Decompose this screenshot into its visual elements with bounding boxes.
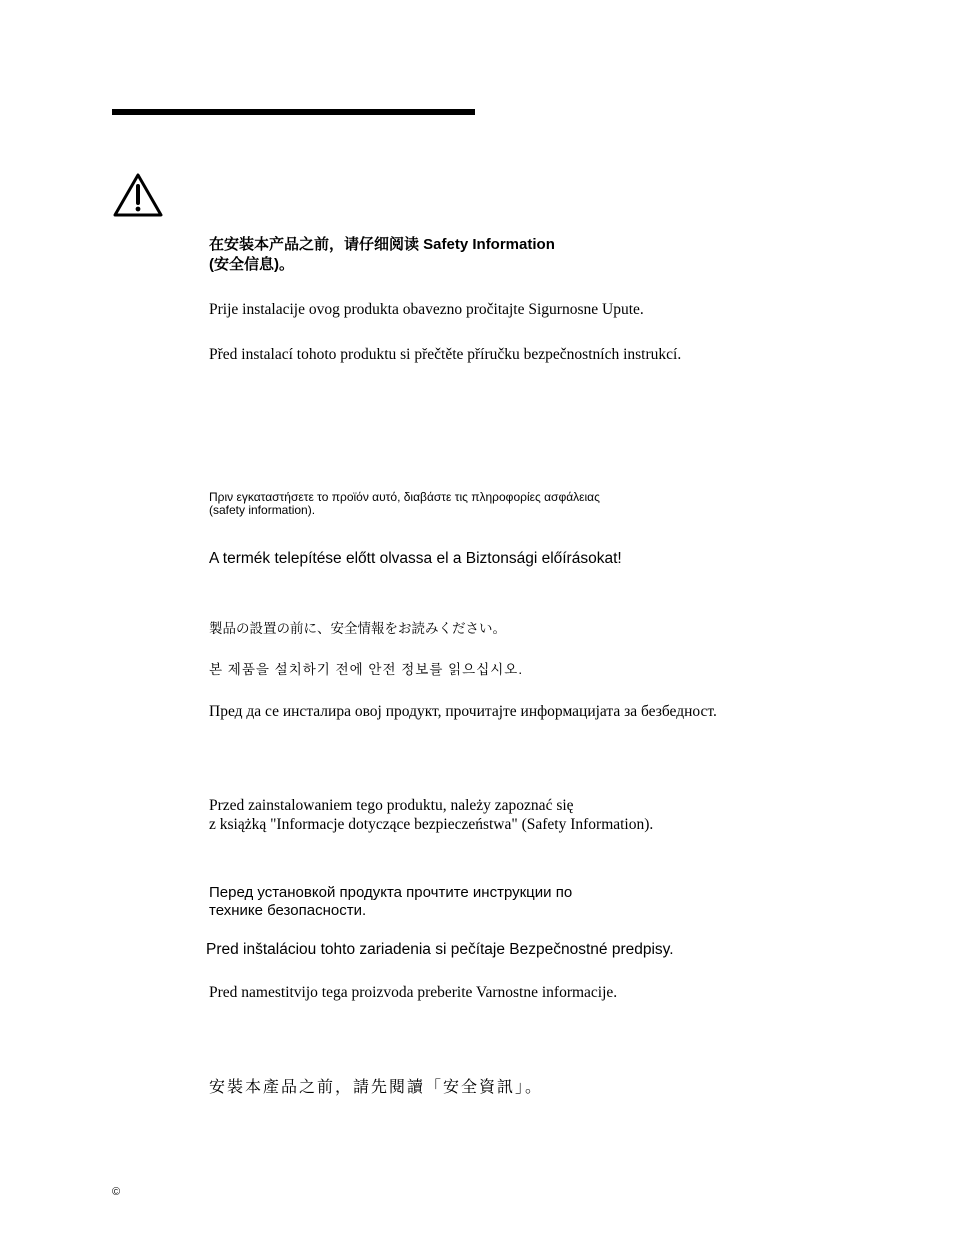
safety-macedonian: Пред да се инсталира овој продукт, прочитајте информацијата за безбедност. — [209, 703, 717, 720]
safety-chinese-simplified-line2: (安全信息)。 — [209, 256, 294, 273]
safety-japanese: 製品の設置の前に、安全情報をお読みください。 — [209, 621, 506, 636]
safety-russian-line2: технике безопасности. — [209, 902, 367, 919]
safety-polish-line1: Przed zainstalowaniem tego produktu, należy zapoznać się — [209, 797, 574, 814]
safety-slovenian: Pred namestitvijo tega proizvoda preberite Varnostne informacije. — [209, 984, 618, 1001]
header-rule — [112, 109, 475, 115]
safety-greek-line2: (safety information). — [209, 503, 316, 517]
safety-chinese-simplified-line1: 在安装本产品之前，请仔细阅读 Safety Information — [209, 236, 555, 253]
safety-greek-line1: Πριν εγκαταστήσετε το προϊόν αυτό, διαβάστε τις πληροφορίες ασφάλειας — [209, 490, 600, 504]
warning-triangle-icon — [112, 172, 164, 218]
safety-russian-line1: Перед установкой продукта прочтите инструкции по — [209, 884, 573, 901]
safety-czech: Před instalací tohoto produktu si přečtěte příručku bezpečnostních instrukcí. — [209, 346, 682, 363]
safety-polish-line2: z książką "Informacje dotyczące bezpieczeństwa" (Safety Information). — [209, 816, 654, 833]
safety-hungarian: A termék telepítése előtt olvassa el a Biztonsági előírásokat! — [209, 550, 622, 567]
safety-chinese-traditional: 安裝本產品之前，請先閱讀「安全資訊」。 — [209, 1079, 544, 1096]
safety-korean: 본 제품을 설치하기 전에 안전 정보를 읽으십시오. — [209, 662, 524, 677]
copyright-symbol: © — [112, 1186, 121, 1198]
safety-slovak: Pred inštaláciou tohto zariadenia si pečítaje Bezpečnostné predpisy. — [206, 941, 674, 958]
safety-croatian: Prije instalacije ovog produkta obavezno pročitajte Sigurnosne Upute. — [209, 301, 644, 318]
